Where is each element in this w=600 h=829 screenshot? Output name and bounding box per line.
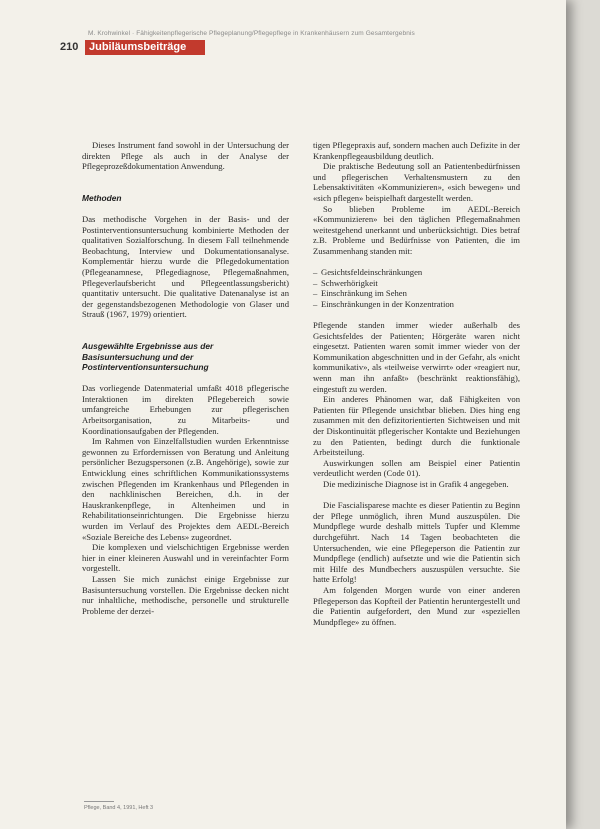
paragraph: Ein anderes Phänomen war, daß Fähigkeiten von Patienten für Pflegende unsichtbar blieben. Dies hing eng zusammen mit den defizitorientierten Sichtweisen und mit der Diskontinuität pflegerischer Kontakte und Beziehungen zu den Patienten, bedingt durch die funktionale Arbeitsteilung.: [313, 394, 520, 458]
paragraph: Das methodische Vorgehen in der Basis- und der Postinterventionsuntersuchung kombinierte Methoden der qualitativen Sozialforschung. In diesem Fall teilnehmende Beobachtung, Interview und Dokumentationsanalyse. Komplementär hierzu wurde die Pflegedokumentation (Pflegeanamnese, Pflegediagnose, Pflegemaßnahmen, Pflegeverlaufsbericht und Pflegeentlassungsbericht) quantitativ untersucht. Die qualitative Datenanalyse ist an der gegenstandsbezogenen Methodologie von Glaser und Strauß (1967, 1979) orientiert.: [82, 213, 289, 320]
list-item: – Schwerhörigkeit: [313, 278, 520, 289]
heading-ergebnisse: Ausgewählte Ergebnisse aus der Basisuntersuchung und der Postinterventionsuntersuchung: [82, 340, 214, 373]
right-column: [313, 140, 520, 627]
paragraph: Die komplexen und vielschichtigen Ergebnisse werden hier in einer kleineren Auswahl und in vereinfachter Form vorgestellt.: [82, 542, 289, 574]
paragraph: Im Rahmen von Einzelfallstudien wurden Erkenntnisse gewonnen zu Erfordernissen von Beratung und Anleitung persönlicher Bezugspersonen (z.B. Angehörige), sowie zur Entwicklung eines schriftlichen Kommunikationssystems zwischen Pflegenden im Krankenhaus und Pflegenden in den nachklinischen Bereichen, d.h. in der Hauskrankenpflege, in Altenheimen und in Rehabilitationseinrichtungen. Die Ergebnisse hierzu wurden im Verlauf des Projektes dem AEDL-Bereich «Soziale Bereiche des Lebens» zugeordnet.: [82, 436, 289, 542]
paragraph: So blieben Probleme im AEDL-Bereich «Kommunizieren» bei den täglichen Pflegemaßnahmen weitestgehend unerkannt und unberücksichtigt. Dies betraf z.B. Probleme und Bedürfnisse von Patienten, die im Zusammenhang standen mit:: [313, 203, 520, 256]
paragraph: Lassen Sie mich zunächst einige Ergebnisse zur Basisuntersuchung vorstellen. Die Ergebnisse decken nicht nur inhaltliche, methodische, personelle und strukturelle Probleme der derzei-: [82, 573, 289, 616]
page-number: 210: [60, 41, 79, 53]
left-column: [82, 140, 289, 616]
heading-methoden: Methoden: [82, 192, 122, 203]
paragraph: Die praktische Bedeutung soll an Patientenbedürfnissen und pflegerischen Verhaltensmustern zu den Lebensaktivitäten «Kommunizieren», «sich bewegen» und «sich pflegen» beispielhaft dargestellt werden.: [313, 161, 520, 203]
paragraph: Das vorliegende Datenmaterial umfaßt 4018 pflegerische Interaktionen im direkten Pflegebereich sowie umfangreiche Erhebungen zur pflegerischen Arbeitsorganisation, zu Mitarbeits- und Koordinationsaufgaben der Pflegenden.: [82, 383, 289, 436]
paragraph: Pflegende standen immer wieder außerhalb des Gesichtsfeldes der Patienten; Hörgeräte waren nicht eingesetzt. Patienten waren somit immer wieder von der Kommunikation abgeschnitten und in der Gefahr, als «nicht kommunikativ», als «teilweise verwirrt» oder «reagiert nur, wenn man ihn anfaßt» (beschränkt reaktionsfähig), eingestuft zu werden.: [313, 320, 520, 394]
paragraph: Die medizinische Diagnose ist in Grafik 4 angegeben.: [323, 479, 509, 489]
paragraph: Am folgenden Morgen wurde von einer anderen Pflegeperson das Kopfteil der Patientin heruntergestellt und die Patientin aufgefordert, den Mund zur «speziellen Mundpflege» zu öffnen.: [313, 584, 520, 627]
section-banner: [85, 40, 205, 55]
footer-rule: [84, 801, 114, 802]
paragraph: tigen Pflegepraxis auf, sondern machen auch Defizite in der Krankenpflegeausbildung deutlich.: [313, 140, 520, 161]
list-item: – Einschränkung im Sehen: [313, 288, 520, 299]
footer-citation: Pflege, Band 4, 1991, Heft 3: [84, 805, 154, 811]
paragraph: Die Fascialisparese machte es dieser Patientin zu Beginn der Pflege unmöglich, ihren Mund auszuspülen. Die Mundpflege wurde deshalb mittels Tupfer und Klemme durchgeführt. Nach 14 Tagen beobachteten die Untersuchenden, wie eine Pflegeperson die Patientin zur Mundpflege (endlich) aufsetzte und wie die Patientin sich mit Hilfe des Mundbechers auszuspülen versuchte. Sie hatte Erfolg!: [313, 500, 520, 585]
symptom-list: [313, 267, 520, 309]
section-label: Jubiläumsbeiträge: [89, 41, 187, 53]
list-item: – Einschränkungen in der Konzentration: [313, 299, 520, 310]
paragraph: Dieses Instrument fand sowohl in der Untersuchung der direkten Pflege als auch in der Analyse der Pflegeprozeßdokumentation Anwendung.: [82, 140, 289, 172]
running-head: M. Krohwinkel · Fähigkeitenpflegerische Pflegeplanung/Pflegepflege in Krankenhäusern zum Gesamtergebnis: [88, 30, 415, 37]
paragraph: Auswirkungen sollen am Beispiel einer Patientin verdeutlicht werden (Code 01).: [313, 457, 520, 479]
list-item: – Gesichtsfeldeinschränkungen: [313, 267, 520, 278]
